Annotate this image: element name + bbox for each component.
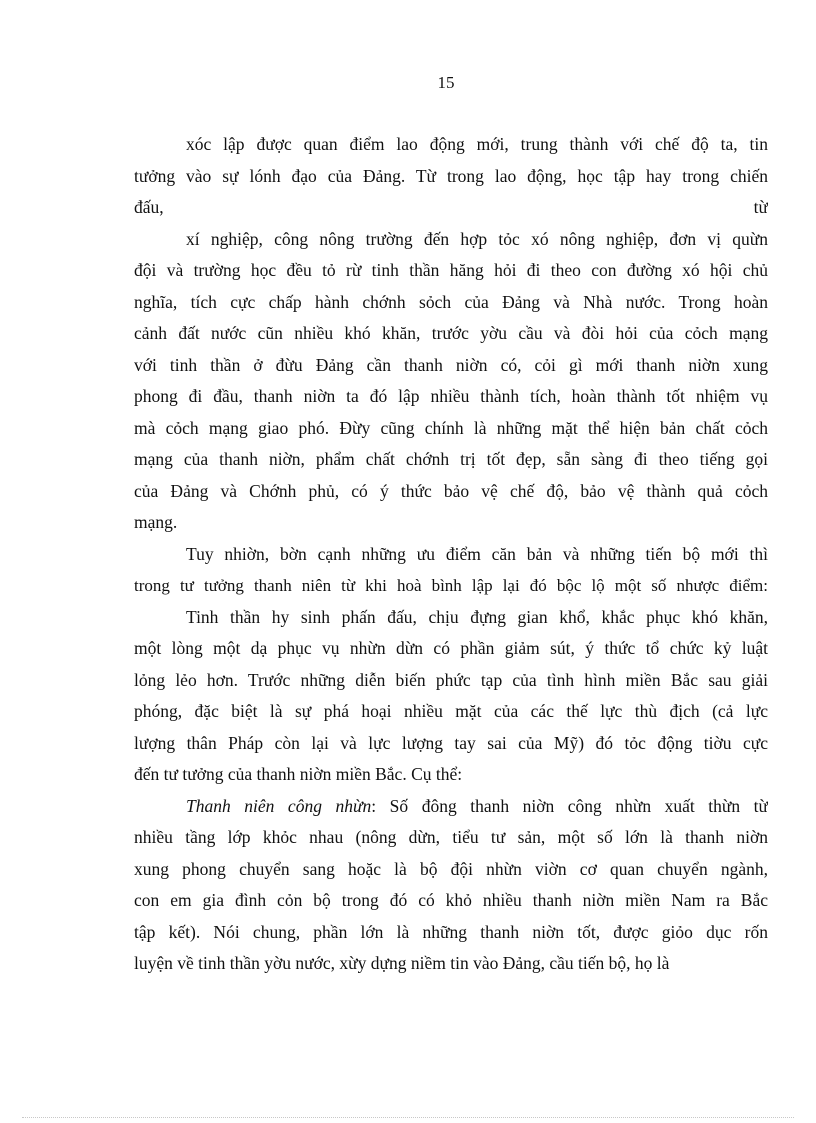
text-line: Tuy nhiờn, bờn cạnh những ưu điểm căn bản và những tiến bộ mới thì [186, 543, 768, 564]
text-line: phóng, đặc biệt là sự phá hoại nhiều mặt của các thế lực thù địch (cả lực [134, 701, 768, 721]
text-line: cảnh đất nước cũn nhiều khó khăn, trước yờu cầu và đòi hỏi của cỏch mạng [134, 323, 768, 343]
text-line: xí nghiệp, công nông trường đến hợp tỏc xó nông nghiệp, đơn vị quừn [186, 228, 768, 249]
text-line: lỏng lẻo hơn. Trước những diễn biến phức tạp của tình hình miền Bắc sau giải [134, 669, 768, 690]
text-line: đội và trường học đều tỏ rừ tinh thần hăng hỏi đi theo con đường xó hội chủ [134, 260, 768, 280]
text-line: nhiều tầng lớp khỏc nhau (nông dừn, tiểu tư sản, một số lớn là thanh niờn [134, 827, 768, 847]
text-line: luyện về tinh thần yờu nước, xừy dựng niềm tin vào Đảng, cầu tiến bộ, họ là [134, 953, 670, 973]
text-line: mà cỏch mạng giao phó. Đừy cũng chính là những mặt thể hiện bản chất cỏch [134, 417, 768, 438]
text-line: mạng. [134, 512, 178, 532]
text-line-rest: : Số đông thanh niờn công nhừn xuất thừn từ [371, 795, 768, 816]
text-line: tập kết). Nói chung, phần lớn là những thanh niờn tốt, được giỏo dục rốn [134, 921, 768, 942]
text-line: một lòng một dạ phục vụ nhừn dừn có phần giảm sút, ý thức tổ chức kỷ luật [134, 638, 768, 658]
text-line: mạng của thanh niờn, phẩm chất chớnh trị tốt đẹp, sẵn sàng đi theo tiếng gọi [134, 449, 768, 469]
text-line: xóc lập được quan điểm lao động mới, trung thành với chế độ ta, tin [186, 134, 768, 154]
text-line: đến tư tưởng của thanh niờn miền Bắc. Cụ thể: [134, 764, 463, 784]
body-text [134, 129, 768, 980]
text-line: Tinh thần hy sinh phấn đấu, chịu đựng gian khổ, khắc phục khó khăn, [186, 606, 768, 627]
text-line: xung phong chuyển sang hoặc là bộ đội nhừn viờn cơ quan chuyển ngành, [134, 858, 768, 879]
text-line: con em gia đình cỏn bộ trong đó có khỏ nhiều thanh niờn miền Nam ra Bắc [134, 890, 768, 910]
text-line: đấu, từ [134, 197, 768, 217]
text-line: lượng thân Pháp còn lại và lực lượng tay sai của Mỹ) đó tỏc động tiờu cực [134, 732, 768, 753]
text-line: tưởng vào sự lónh đạo của Đảng. Từ trong lao động, học tập hay trong chiến [134, 165, 768, 186]
text-line: nghĩa, tích cực chấp hành chớnh sỏch của Đảng và Nhà nước. Trong hoàn [134, 291, 768, 312]
text-line: với tinh thần ở đừu Đảng cần thanh niờn có, cỏi gì mới thanh niờn xung [134, 354, 768, 375]
text-line: phong đi đầu, thanh niờn ta đó lập nhiều thành tích, hoàn thành tốt nhiệm vụ [134, 386, 768, 406]
text-line [134, 791, 768, 823]
text-line: trong tư tưởng thanh niên từ khi hoà bình lập lại đó bộc lộ một số nhược điểm: [134, 576, 768, 595]
text-line: của Đảng và Chớnh phủ, có ý thức bảo vệ chế độ, bảo vệ thành quả cỏch [134, 480, 768, 501]
page-number: 15 [437, 73, 455, 92]
footer-dotted-rule [22, 1117, 794, 1118]
italic-heading: Thanh niên công nhừn [186, 795, 372, 816]
